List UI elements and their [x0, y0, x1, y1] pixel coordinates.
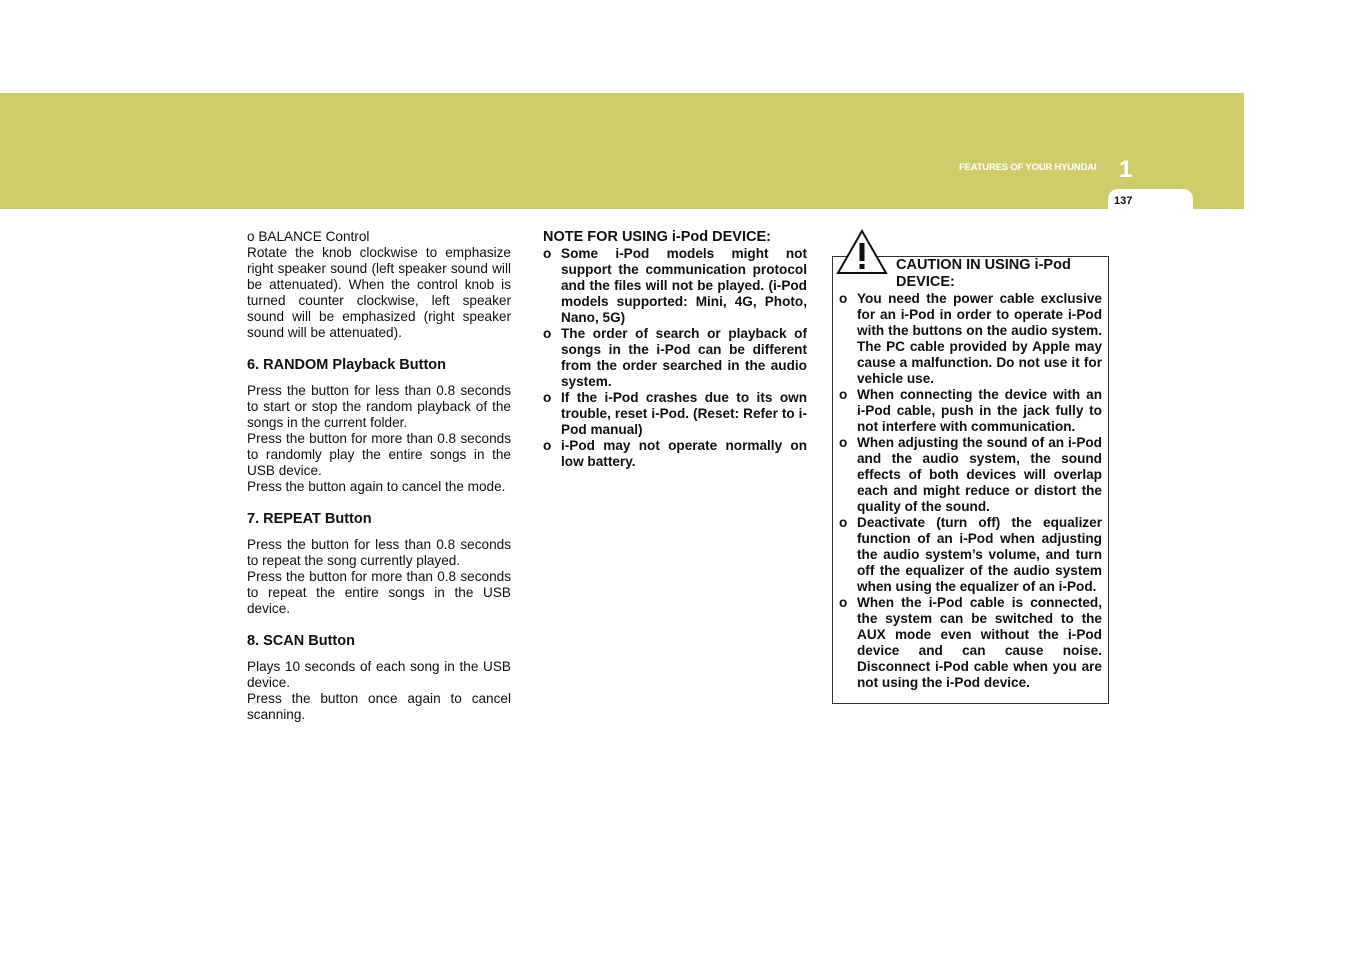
caution-item	[839, 291, 1102, 387]
section-label: FEATURES OF YOUR HYUNDAI	[959, 162, 1097, 173]
note-item-text: The order of search or playback of songs in the i-Pod can be different from the order searched in the audio system.	[561, 326, 807, 389]
bullet-marker: o	[543, 326, 552, 341]
random-text-1: Press the button for less than 0.8 seconds to start or stop the random playback of the songs in the current folder.	[247, 383, 511, 430]
note-item	[543, 246, 807, 326]
caution-title: CAUTION IN USING i-Pod DEVICE:	[896, 257, 1071, 290]
bullet-marker: o	[839, 387, 848, 402]
caution-item-text: You need the power cable exclusive for an i-Pod in order to operate i-Pod with the buttons on the audio system. The PC cable provided by Apple may cause a malfunction. Do not use it for vehicle use.	[857, 291, 1102, 386]
caution-item-text: When connecting the device with an i-Pod cable, push in the jack fully to not interfere with communication.	[857, 387, 1102, 434]
bullet-marker: o	[543, 246, 552, 261]
caution-item-text: When the i-Pod cable is connected, the system can be switched to the AUX mode even without the i-Pod device and can cause noise. Disconnect i-Pod cable when you are not using the i-Pod device.	[857, 595, 1102, 690]
bullet-marker: o	[839, 515, 848, 530]
random-heading: 6. RANDOM Playback Button	[247, 357, 446, 373]
left-column	[247, 229, 511, 723]
bullet-marker: o	[543, 438, 552, 453]
warning-triangle-icon	[836, 229, 888, 275]
bullet-marker: o	[543, 390, 552, 405]
caution-list	[839, 291, 1102, 691]
section-number: 1	[1119, 156, 1133, 183]
note-item	[543, 326, 807, 390]
middle-column	[543, 229, 807, 470]
caution-item-text: When adjusting the sound of an i-Pod and the audio system, the sound effects of both devices will overlap each and might reduce or distort the quality of the sound.	[857, 435, 1102, 514]
header-band	[0, 93, 1244, 209]
scan-text-2: Press the button once again to cancel scanning.	[247, 691, 511, 722]
note-item	[543, 390, 807, 438]
caution-item	[839, 515, 1102, 595]
note-item	[543, 438, 807, 470]
note-item-text: Some i-Pod models might not support the communication protocol and the files will not be played. (i-Pod models supported: Mini, 4G, Photo, Nano, 5G)	[561, 246, 807, 325]
repeat-heading: 7. REPEAT Button	[247, 511, 372, 527]
balance-title: o BALANCE Control	[247, 229, 370, 244]
note-item-text: i-Pod may not operate normally on low battery.	[561, 438, 807, 469]
balance-text: Rotate the knob clockwise to emphasize right speaker sound (left speaker sound will be attenuated). When the control knob is turned counter clockwise, left speaker sound will be emphasized (right speaker sound will be attenuated).	[247, 245, 511, 340]
caution-item-text: Deactivate (turn off) the equalizer function of an i-Pod when adjusting the audio system’s volume, and turn off the equalizer of the audio system when using the equalizer of an i-Pod.	[857, 515, 1102, 594]
bullet-marker: o	[839, 435, 848, 450]
bullet-marker: o	[839, 595, 848, 610]
scan-heading: 8. SCAN Button	[247, 633, 355, 649]
scan-text-1: Plays 10 seconds of each song in the USB device.	[247, 659, 511, 690]
caution-item	[839, 435, 1102, 515]
repeat-text-1: Press the button for less than 0.8 seconds to repeat the song currently played.	[247, 537, 511, 568]
caution-item	[839, 595, 1102, 691]
random-text-2: Press the button for more than 0.8 seconds to randomly play the entire songs in the USB device.	[247, 431, 511, 478]
bullet-marker: o	[839, 291, 848, 306]
random-text-3: Press the button again to cancel the mode.	[247, 479, 506, 494]
page-number: 137	[1114, 195, 1133, 207]
note-item-text: If the i-Pod crashes due to its own trouble, reset i-Pod. (Reset: Refer to i-Pod manual)	[561, 390, 807, 437]
note-heading: NOTE FOR USING i-Pod DEVICE:	[543, 229, 771, 245]
repeat-text-2: Press the button for more than 0.8 seconds to repeat the entire songs in the USB device.	[247, 569, 511, 616]
caution-item	[839, 387, 1102, 435]
